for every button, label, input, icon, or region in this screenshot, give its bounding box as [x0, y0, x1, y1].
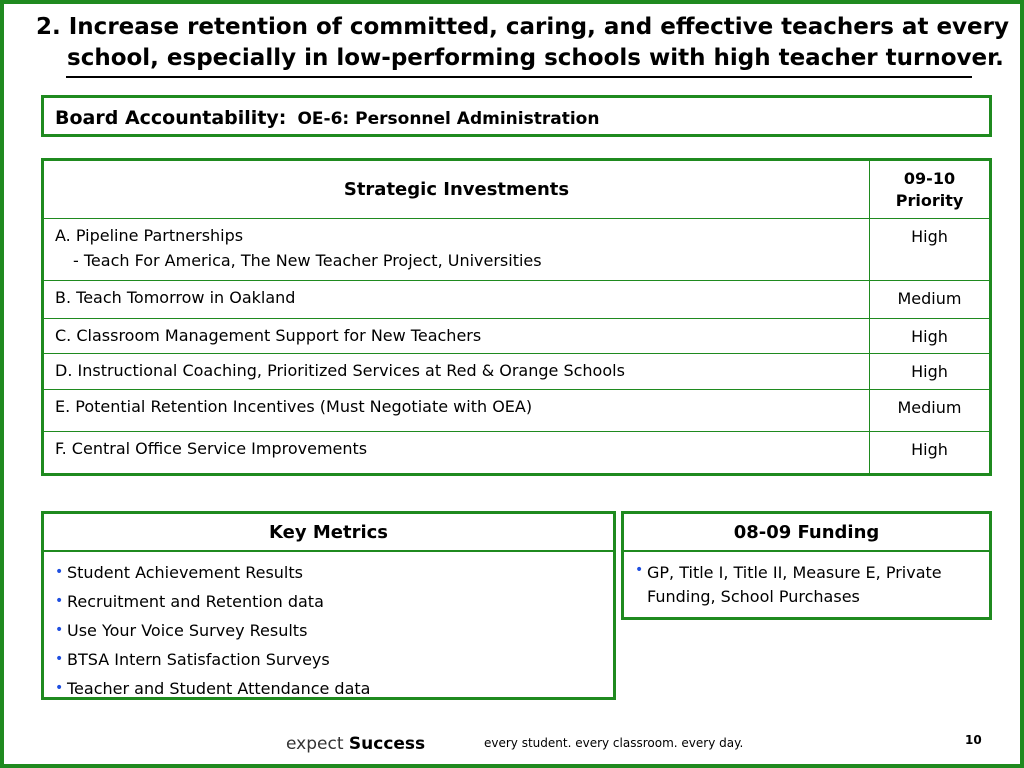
title-underline: [66, 76, 972, 78]
priority-cell: [870, 354, 991, 390]
table-row: [43, 354, 991, 390]
priority-cell: [870, 390, 991, 432]
bullet-icon: •: [55, 680, 64, 696]
strategic-investments-table: [41, 158, 992, 476]
funding-box: [621, 511, 992, 620]
priority-cell: [870, 219, 991, 281]
metric-text: Recruitment and Retention data: [67, 592, 324, 611]
priority-value: Medium: [897, 398, 962, 417]
key-metrics-list: [44, 552, 613, 703]
investment-cell: [43, 281, 870, 319]
list-item: [54, 587, 613, 616]
list-item: [54, 674, 613, 703]
investment-cell: [43, 390, 870, 432]
logo-text-bold: Success: [348, 734, 426, 754]
priority-value: High: [911, 362, 948, 381]
bullet-icon: •: [55, 564, 64, 580]
table-row: [43, 281, 991, 319]
bullet-icon: •: [55, 651, 64, 667]
board-accountability-box: [41, 95, 992, 137]
investment-cell: [43, 219, 870, 281]
bullet-icon: •: [55, 622, 64, 638]
priority-value: Medium: [897, 289, 962, 308]
page-number: 10: [965, 733, 982, 747]
investment-name: F. Central Office Service Improvements: [55, 439, 368, 458]
list-item: [54, 645, 613, 674]
table-row: [43, 219, 991, 281]
table-row: [43, 390, 991, 432]
board-accountability-value: OE-6: Personnel Administration: [297, 109, 600, 129]
investment-name: C. Classroom Management Support for New Teachers: [55, 326, 482, 345]
metric-text: Student Achievement Results: [67, 563, 303, 582]
board-accountability-label: Board Accountability:: [55, 107, 287, 129]
list-item: [54, 558, 613, 587]
funding-text: GP, Title I, Title II, Measure E, Private Funding, School Purchases: [647, 563, 942, 606]
investment-name: E. Potential Retention Incentives (Must Negotiate with OEA): [55, 397, 533, 416]
priority-value: High: [911, 327, 948, 346]
investment-cell: [43, 432, 870, 475]
col-header-priority: [870, 160, 991, 219]
slide-title: [20, 12, 1010, 74]
metric-text: Use Your Voice Survey Results: [67, 621, 308, 640]
investment-subtext: - Teach For America, The New Teacher Project, Universities: [73, 251, 542, 270]
list-item: [634, 558, 989, 609]
investment-cell: [43, 354, 870, 390]
funding-list: [624, 552, 989, 609]
priority-value: High: [911, 440, 948, 459]
priority-value: High: [911, 227, 948, 246]
key-metrics-box: [41, 511, 616, 700]
investment-cell: [43, 319, 870, 354]
table-row: [43, 432, 991, 475]
investment-name: B. Teach Tomorrow in Oakland: [55, 288, 296, 307]
bullet-icon: •: [635, 562, 644, 578]
priority-cell: [870, 319, 991, 354]
title-line-2: school, especially in low-performing schools with high teacher turnover.: [67, 45, 1004, 71]
priority-header-line-1: 09-10: [903, 168, 956, 188]
investment-name: A. Pipeline Partnerships: [55, 226, 244, 245]
table-row: [43, 319, 991, 354]
col-header-investments: Strategic Investments: [43, 160, 870, 219]
investment-name: D. Instructional Coaching, Prioritized Services at Red & Orange Schools: [55, 361, 625, 380]
funding-title: 08-09 Funding: [624, 514, 989, 552]
bullet-icon: •: [55, 593, 64, 609]
table-header-row: [43, 160, 991, 219]
expect-success-logo: [286, 734, 425, 754]
logo-text-light: expect: [286, 734, 344, 754]
priority-header-line-2: Priority: [895, 190, 964, 210]
priority-cell: [870, 432, 991, 475]
list-item: [54, 616, 613, 645]
metric-text: BTSA Intern Satisfaction Surveys: [67, 650, 330, 669]
metric-text: Teacher and Student Attendance data: [67, 679, 371, 698]
key-metrics-title: Key Metrics: [44, 514, 613, 552]
priority-cell: [870, 281, 991, 319]
footer-tagline: every student. every classroom. every day.: [484, 736, 744, 750]
title-line-1: 2. Increase retention of committed, caring, and effective teachers at every: [36, 14, 1009, 40]
